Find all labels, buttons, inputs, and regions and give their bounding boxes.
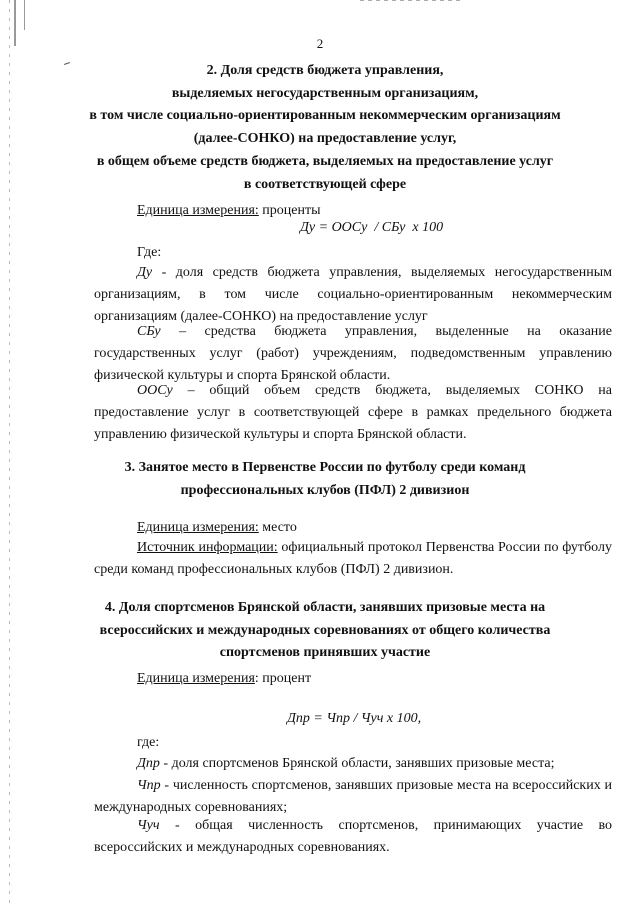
- section3-title: [40, 457, 610, 502]
- section2-def: [94, 262, 612, 328]
- section4-title-line: всероссийских и международных соревнованиях от общего количества: [99, 622, 551, 638]
- section2-formula: Ду = ООСу / СБу х 100: [300, 220, 444, 235]
- section3-title-line: 3. Занятое место в Первенстве России по футболу среди команд: [124, 460, 526, 475]
- section4-def: [94, 753, 612, 775]
- def-text: - доля спортсменов Брянской области, занявших призовые места;: [159, 756, 555, 771]
- section2-where: Где:: [137, 245, 162, 260]
- def-term: Дпр: [137, 756, 160, 771]
- def-text: – средства бюджета управления, выделенные на оказание государственных услуг (работ) учреждениям, подведомственным управлению физической культуры и спорта Брянской области.: [94, 324, 612, 383]
- section2-title-line: (далее-СОНКО) на предоставление услуг,: [193, 131, 457, 147]
- section4-unit: [137, 668, 557, 689]
- scan-edge-mark: [24, 0, 25, 30]
- def-text: - численность спортсменов, занявших призовые места на всероссийских и международных соревнованиях;: [94, 778, 612, 815]
- section4-where: где:: [137, 735, 160, 750]
- def-term: Ду: [137, 265, 153, 280]
- scan-top-line: [360, 0, 460, 1]
- section2-def: [94, 380, 612, 446]
- unit-value: место: [258, 520, 297, 535]
- scan-edge: [9, 0, 10, 905]
- def-term: Чпр: [137, 778, 161, 793]
- def-text: – общий объем средств бюджета, выделяемых СОНКО на предоставление услуг в соответствующей сфере в рамках предельного бюджета управлению физической культуры и спорта Брянской области.: [94, 383, 612, 442]
- unit-label: Единица измерения: [137, 671, 255, 686]
- source-value: официальный протокол Первенства России по футболу среди команд профессиональных клубов (ПФЛ) 2 дивизион.: [94, 540, 612, 577]
- section2-title: [40, 60, 610, 196]
- section2-title-line: выделяемых негосударственным организациям,: [171, 85, 479, 101]
- def-term: СБу: [137, 324, 161, 339]
- section4-title-line: 4. Доля спортсменов Брянской области, занявших призовые места на: [104, 600, 546, 615]
- unit-label: Единица измерения:: [137, 203, 259, 218]
- section4-title-line: спортсменов принявших участие: [219, 645, 431, 661]
- def-text: - доля средств бюджета управления, выделяемых негосударственным организациям, в том числе социально-ориентированным некоммерческим организациям (далее-СОНКО) на предоставление услуг: [94, 265, 612, 324]
- section2-title-line: в том числе социально-ориентированным некоммерческим организациям: [89, 108, 561, 124]
- section4-def: [94, 775, 612, 819]
- source-label: Источник информации:: [137, 540, 278, 555]
- section4-formula: Дпр = Чпр / Чуч х 100,: [287, 711, 422, 726]
- def-term: Чуч: [137, 818, 160, 833]
- unit-value: проценты: [258, 203, 321, 218]
- section2-def: [94, 321, 612, 387]
- section2-title-line: в соответствующей сфере: [243, 176, 407, 192]
- def-text: - общая численность спортсменов, принимающих участие во всероссийских и международных соревнованиях.: [94, 818, 612, 855]
- unit-label: Единица измерения:: [137, 520, 259, 535]
- section3-title-line: профессиональных клубов (ПФЛ) 2 дивизион: [180, 482, 470, 498]
- unit-value: : процент: [254, 671, 312, 686]
- section2-unit: [137, 200, 557, 221]
- section4-title: [40, 597, 610, 665]
- page-number: 2: [316, 36, 324, 51]
- section2-title-line: в общем объеме средств бюджета, выделяемых на предоставление услуг: [96, 153, 554, 169]
- section3-source: [94, 537, 612, 581]
- section2-title-line: 2. Доля средств бюджета управления,: [206, 63, 444, 78]
- section3-unit: [137, 517, 557, 538]
- def-term: ООСу: [137, 383, 173, 398]
- section4-def: [94, 815, 612, 859]
